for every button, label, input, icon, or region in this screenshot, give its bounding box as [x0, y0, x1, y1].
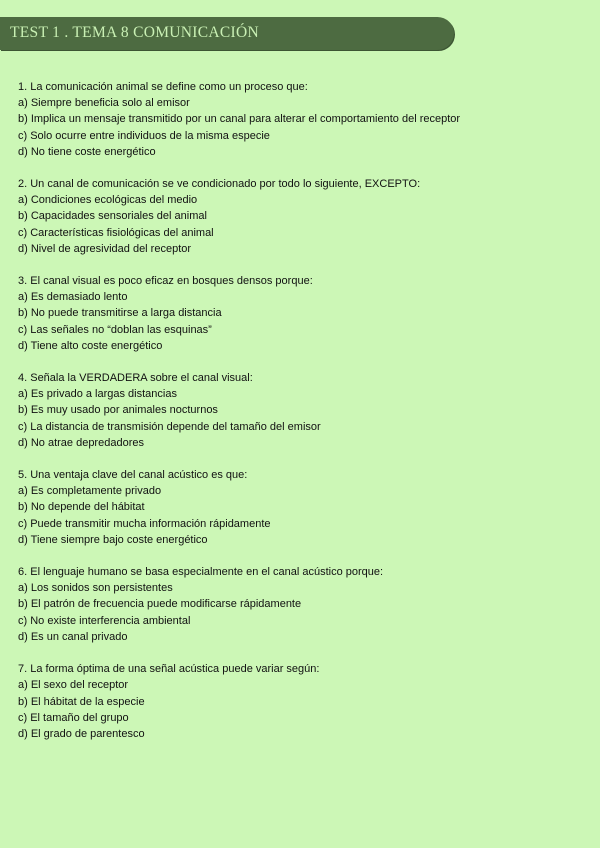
option-d: d) Nivel de agresividad del receptor	[18, 242, 192, 255]
page-title: TEST 1 . TEMA 8 COMUNICACIÓN	[10, 24, 259, 41]
question-1	[18, 79, 588, 160]
question-text: 3. El canal visual es poco eficaz en bosques densos porque:	[18, 275, 313, 288]
question-3	[18, 273, 588, 354]
option-b: b) No puede transmitirse a larga distancia	[18, 307, 222, 320]
option-c: c) No existe interferencia ambiental	[18, 614, 191, 627]
option-d: d) No atrae depredadores	[18, 436, 144, 449]
option-c: c) La distancia de transmisión depende del tamaño del emisor	[18, 420, 321, 433]
option-c: c) El tamaño del grupo	[18, 711, 129, 724]
option-b: b) Es muy usado por animales nocturnos	[18, 404, 218, 417]
option-a: a) Siempre beneficia solo al emisor	[18, 97, 190, 110]
option-a: a) Es completamente privado	[18, 485, 162, 498]
question-text: 1. La comunicación animal se define como un proceso que:	[18, 81, 308, 93]
question-text: 4. Señala la VERDADERA sobre el canal visual:	[18, 372, 253, 385]
question-text: 2. Un canal de comunicación se ve condicionado por todo lo siguiente, EXCEPTO:	[18, 178, 421, 191]
option-d: d) No tiene coste energético	[18, 145, 156, 158]
option-b: b) Capacidades sensoriales del animal	[18, 210, 207, 223]
question-5	[18, 467, 588, 548]
question-4	[18, 370, 588, 451]
question-2	[18, 176, 588, 257]
question-text: 7. La forma óptima de una señal acústica puede variar según:	[18, 663, 320, 676]
question-text: 5. Una ventaja clave del canal acústico es que:	[18, 469, 248, 482]
option-b: b) Implica un mensaje transmitido por un canal para alterar el comportamiento del receptor	[18, 113, 461, 126]
option-c: c) Las señales no “doblan las esquinas”	[18, 323, 212, 336]
option-d: d) Tiene alto coste energético	[18, 339, 163, 352]
option-c: c) Características fisiológicas del animal	[18, 226, 214, 239]
option-b: b) No depende del hábitat	[18, 501, 145, 514]
option-d: d) Es un canal privado	[18, 630, 128, 643]
question-6	[18, 564, 588, 645]
option-d: d) El grado de parentesco	[18, 727, 145, 740]
option-a: a) Condiciones ecológicas del medio	[18, 194, 198, 207]
option-a: a) Es privado a largas distancias	[18, 388, 177, 401]
option-c: c) Puede transmitir mucha información rápidamente	[18, 517, 271, 530]
question-text: 6. El lenguaje humano se basa especialmente en el canal acústico porque:	[18, 566, 384, 579]
option-a: a) Es demasiado lento	[18, 291, 128, 304]
question-list	[18, 79, 588, 758]
option-d: d) Tiene siempre bajo coste energético	[18, 533, 208, 546]
option-a: a) Los sonidos son persistentes	[18, 582, 173, 595]
option-b: b) El patrón de frecuencia puede modificarse rápidamente	[18, 598, 302, 611]
option-a: a) El sexo del receptor	[18, 679, 129, 692]
option-b: b) El hábitat de la especie	[18, 695, 145, 708]
header-banner	[0, 17, 454, 50]
option-c: c) Solo ocurre entre individuos de la misma especie	[18, 129, 270, 142]
question-7	[18, 661, 588, 742]
